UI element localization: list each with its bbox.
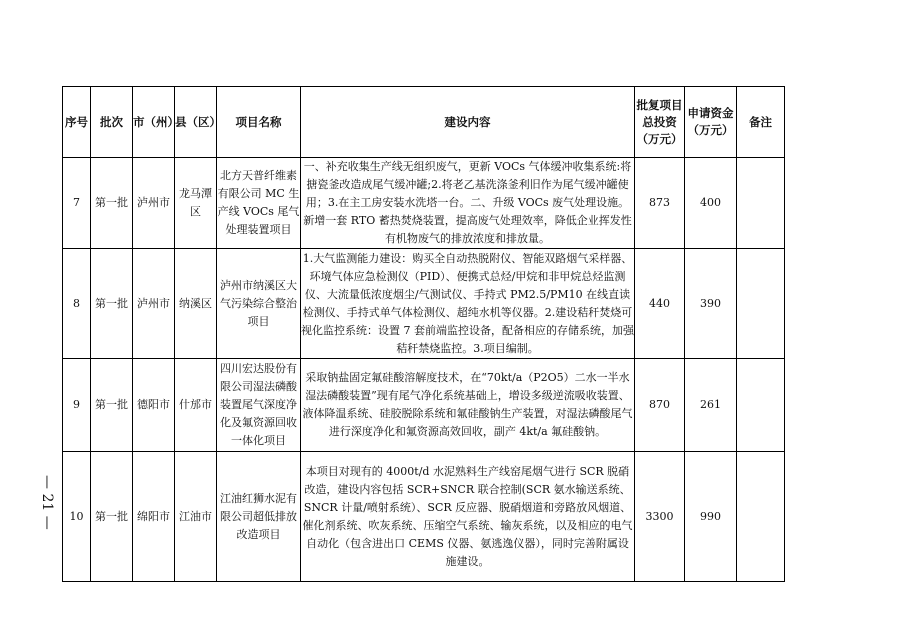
- cell-content: 1.大气监测能力建设：购买全自动热脱附仪、智能双路烟气采样器、环境气体应急检测仪（PID）、便携式总烃/甲烷和非甲烷总烃监测仪、大流量低浓度烟尘/气测试仪、手持式 PM2.5/PM10 在线直读检测仪、手持式单气体检测仪、超纯水机等仪器。2.建设秸秆焚烧可视化监控系统：设置 7 套前端监控设备，配备相应的存储系统，加强秸秆禁烧监控。3.项目编制。: [301, 249, 635, 359]
- page-number: — 21 —: [39, 475, 55, 530]
- table-row: [63, 158, 785, 249]
- cell-content: 采取钠盐固定氟硅酸溶解度技术，在“70kt/a（P2O5）二水一半水湿法磷酸装置”现有尾气净化系统基础上，增设多级逆流吸收装置、液体降温系统、硅胶脱除系统和氟硅酸钠生产装置，对湿法磷酸尾气进行深度净化和氟资源高效回收，副产 4kt/a 氟硅酸钠。: [301, 359, 635, 452]
- cell-seq: 8: [63, 249, 91, 359]
- cell-funds: 261: [685, 359, 737, 452]
- cell-remark: [737, 158, 785, 249]
- cell-funds: 400: [685, 158, 737, 249]
- table-row: [63, 249, 785, 359]
- header-county: 县（区）: [175, 87, 217, 158]
- header-remark: 备注: [737, 87, 785, 158]
- cell-batch: 第一批: [91, 158, 133, 249]
- header-funds: 申请资金（万元）: [685, 87, 737, 158]
- cell-county: 江油市: [175, 452, 217, 582]
- header-investment: 批复项目总投资（万元）: [635, 87, 685, 158]
- cell-name: 江油红狮水泥有限公司超低排放改造项目: [217, 452, 301, 582]
- table-row: [63, 452, 785, 582]
- header-batch: 批次: [91, 87, 133, 158]
- cell-investment: 870: [635, 359, 685, 452]
- cell-seq: 7: [63, 158, 91, 249]
- cell-funds: 390: [685, 249, 737, 359]
- cell-investment: 3300: [635, 452, 685, 582]
- header-content: 建设内容: [301, 87, 635, 158]
- cell-remark: [737, 249, 785, 359]
- cell-city: 泸州市: [133, 249, 175, 359]
- cell-batch: 第一批: [91, 359, 133, 452]
- cell-content: 一、补充收集生产线无组织废气，更新 VOCs 气体缓冲收集系统:将搪瓷釜改造成尾气缓冲罐;2.将老乙基洗涤釜利旧作为尾气缓冲罐使用；3.在主工房安装水洗塔一台。二、升级 VOCs 废气处理设施。新增一套 RTO 蓄热焚烧装置，提高废气处理效率，降低企业挥发性有机物废气的排放浓度和排放量。: [301, 158, 635, 249]
- cell-remark: [737, 452, 785, 582]
- cell-city: 泸州市: [133, 158, 175, 249]
- cell-batch: 第一批: [91, 249, 133, 359]
- cell-city: 德阳市: [133, 359, 175, 452]
- cell-seq: 10: [63, 452, 91, 582]
- cell-county: 什邡市: [175, 359, 217, 452]
- cell-name: 四川宏达股份有限公司湿法磷酸装置尾气深度净化及氟资源回收一体化项目: [217, 359, 301, 452]
- cell-county: 纳溪区: [175, 249, 217, 359]
- cell-funds: 990: [685, 452, 737, 582]
- cell-investment: 873: [635, 158, 685, 249]
- cell-city: 绵阳市: [133, 452, 175, 582]
- cell-seq: 9: [63, 359, 91, 452]
- cell-content: 本项目对现有的 4000t/d 水泥熟料生产线窑尾烟气进行 SCR 脱硝改造，建设内容包括 SCR+SNCR 联合控制(SCR 氨水输送系统、SNCR 计量/喷射系统）、SCR 反应器、脱硝烟道和旁路放风烟道、催化剂系统、吹灰系统、压缩空气系统、输灰系统，以及相应的电气自动化（包含进出口 CEMS 仪器、氨逃逸仪器），同时完善附属设施建设。: [301, 452, 635, 582]
- cell-county: 龙马潭区: [175, 158, 217, 249]
- table-row: [63, 359, 785, 452]
- header-name: 项目名称: [217, 87, 301, 158]
- cell-remark: [737, 359, 785, 452]
- header-seq: 序号: [63, 87, 91, 158]
- project-table: [62, 86, 785, 582]
- cell-name: 北方天普纤维素有限公司 MC 生产线 VOCs 尾气处理装置项目: [217, 158, 301, 249]
- cell-investment: 440: [635, 249, 685, 359]
- cell-batch: 第一批: [91, 452, 133, 582]
- header-city: 市（州）: [133, 87, 175, 158]
- cell-name: 泸州市纳溪区大气污染综合整治项目: [217, 249, 301, 359]
- header-row: [63, 87, 785, 158]
